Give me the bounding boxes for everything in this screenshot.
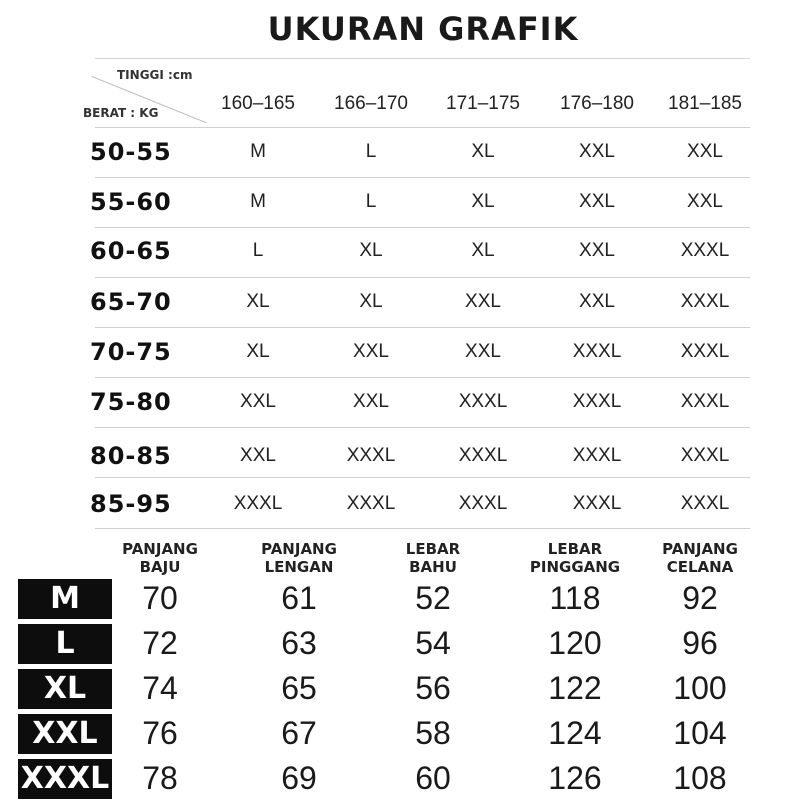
row-divider — [95, 327, 750, 328]
size-cell: XXXL — [572, 341, 622, 362]
measurement-value: 67 — [281, 715, 317, 751]
measurement-value: 96 — [682, 625, 718, 661]
row-divider — [95, 177, 750, 178]
title-divider — [95, 58, 750, 59]
size-cell: XL — [471, 141, 495, 162]
size-cell: XXXL — [572, 445, 622, 466]
measurement-header — [505, 540, 645, 576]
size-cell: L — [365, 191, 377, 212]
row-divider — [95, 377, 750, 378]
size-cell: XXL — [240, 445, 276, 466]
measurement-value: 126 — [548, 760, 602, 796]
row-divider — [95, 477, 750, 478]
size-cell: M — [250, 141, 266, 162]
size-cell: XXL — [353, 341, 389, 362]
size-cell: M — [250, 191, 266, 212]
height-header-cell: 181–185 — [668, 93, 742, 114]
measurement-value: 58 — [415, 715, 451, 751]
row-divider — [95, 127, 750, 128]
measurement-value: 120 — [548, 625, 602, 661]
measurement-value: 124 — [548, 715, 602, 751]
weight-axis-label: BERAT : KG — [83, 106, 159, 120]
measurement-value: 70 — [142, 580, 178, 616]
measurement-header-line1: PANJANG — [122, 540, 198, 558]
size-cell: XXXL — [346, 445, 396, 466]
height-header-cell: 176–180 — [560, 93, 634, 114]
measurement-header-line2: BAHU — [409, 558, 457, 576]
size-cell: XL — [246, 341, 270, 362]
size-cell: XXL — [353, 391, 389, 412]
size-cell: XXL — [465, 291, 501, 312]
size-cell: XL — [471, 191, 495, 212]
measurement-value: 78 — [142, 760, 178, 796]
measurement-value: 63 — [281, 625, 317, 661]
size-cell: XXXL — [458, 493, 508, 514]
size-cell: XXXL — [680, 391, 730, 412]
weight-row-label: 70-75 — [90, 338, 172, 366]
size-cell: XXXL — [233, 493, 283, 514]
measurement-value: 76 — [142, 715, 178, 751]
weight-row-label: 85-95 — [90, 490, 172, 518]
size-badge: XXXL — [18, 759, 112, 799]
weight-row-label: 50-55 — [90, 138, 172, 166]
measurement-header-line1: PANJANG — [261, 540, 337, 558]
page-title: UKURAN GRAFIK — [267, 10, 579, 48]
size-cell: XXXL — [572, 493, 622, 514]
height-header-cell: 171–175 — [446, 93, 520, 114]
size-cell: XXL — [240, 391, 276, 412]
size-cell: XXL — [579, 141, 615, 162]
size-badge: L — [18, 624, 112, 664]
size-cell: L — [252, 240, 264, 261]
size-cell: XXXL — [680, 445, 730, 466]
measurement-value: 65 — [281, 670, 317, 706]
measurement-value: 52 — [415, 580, 451, 616]
size-cell: XXL — [687, 141, 723, 162]
size-cell: XXXL — [458, 391, 508, 412]
size-cell: XXL — [579, 291, 615, 312]
size-badge: M — [18, 579, 112, 619]
measurement-value: 118 — [549, 580, 601, 616]
size-cell: XXXL — [572, 391, 622, 412]
size-cell: XXXL — [680, 240, 730, 261]
height-axis-label: TINGGI :cm — [117, 68, 193, 82]
size-cell: XXL — [465, 341, 501, 362]
row-divider — [95, 227, 750, 228]
measurement-header-line1: PANJANG — [662, 540, 738, 558]
weight-row-label: 65-70 — [90, 288, 172, 316]
measurement-value: 54 — [415, 625, 451, 661]
size-cell: XXL — [687, 191, 723, 212]
measurement-header-line1: LEBAR — [405, 540, 461, 558]
size-cell: XXL — [579, 191, 615, 212]
size-cell: XXXL — [680, 291, 730, 312]
measurement-header-line2: CELANA — [666, 558, 734, 576]
measurement-header — [90, 540, 230, 576]
weight-row-label: 55-60 — [90, 188, 172, 216]
size-cell: XL — [359, 240, 383, 261]
size-badge: XL — [18, 669, 112, 709]
height-header-cell: 160–165 — [221, 93, 295, 114]
size-cell: XXXL — [458, 445, 508, 466]
measurement-value: 60 — [415, 760, 451, 796]
measurement-value: 108 — [673, 760, 727, 796]
size-cell: XXXL — [680, 341, 730, 362]
weight-row-label: 60-65 — [90, 237, 172, 265]
size-cell: XXL — [579, 240, 615, 261]
measurement-value: 72 — [142, 625, 178, 661]
measurement-value: 122 — [548, 670, 602, 706]
row-divider — [95, 277, 750, 278]
row-divider — [95, 528, 750, 529]
measurement-header — [229, 540, 369, 576]
row-divider — [95, 427, 750, 428]
measurement-value: 92 — [682, 580, 718, 616]
size-cell: XXXL — [346, 493, 396, 514]
measurement-header — [363, 540, 503, 576]
measurement-value: 104 — [673, 715, 727, 751]
size-badge: XXL — [18, 714, 112, 754]
measurement-value: 69 — [281, 760, 317, 796]
size-cell: XXXL — [680, 493, 730, 514]
size-cell: XL — [359, 291, 383, 312]
measurement-header — [630, 540, 770, 576]
size-cell: XL — [246, 291, 270, 312]
weight-row-label: 80-85 — [90, 442, 172, 470]
measurement-value: 56 — [415, 670, 451, 706]
size-cell: XL — [471, 240, 495, 261]
measurement-value: 74 — [142, 670, 178, 706]
measurement-header-line2: PINGGANG — [529, 558, 621, 576]
measurement-header-line2: BAJU — [139, 558, 181, 576]
weight-row-label: 75-80 — [90, 388, 172, 416]
measurement-header-line1: LEBAR — [547, 540, 603, 558]
measurement-header-line2: LENGAN — [264, 558, 334, 576]
measurement-value: 61 — [281, 580, 317, 616]
measurement-value: 100 — [673, 670, 727, 706]
height-header-cell: 166–170 — [334, 93, 408, 114]
size-cell: L — [365, 141, 377, 162]
